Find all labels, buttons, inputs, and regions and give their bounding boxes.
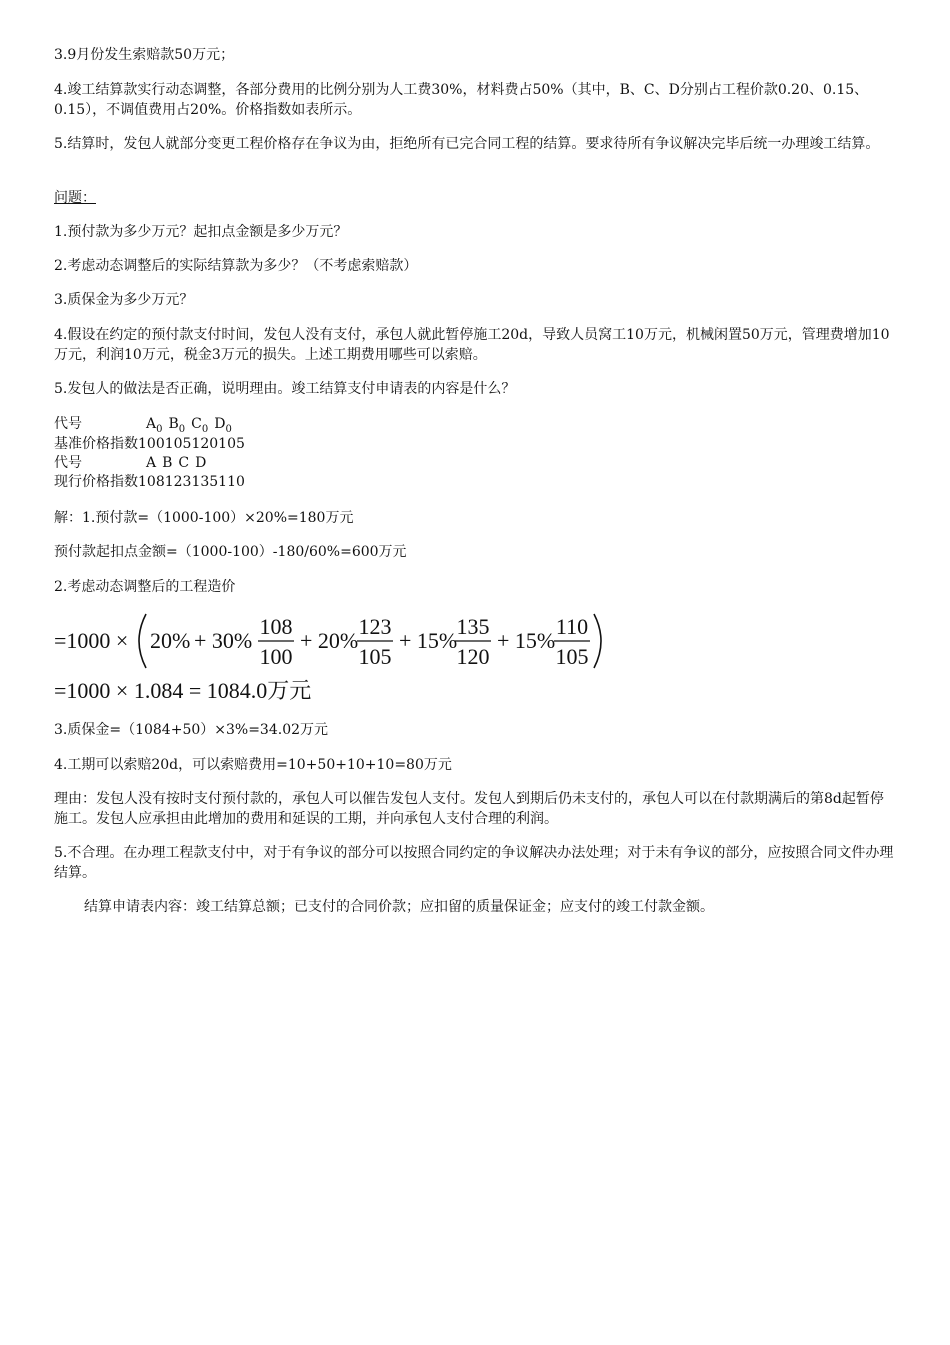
questions-heading: 问题： — [54, 190, 96, 206]
table-cell: $C_0$ — [191, 416, 209, 435]
table-label: 现行价格指数 — [54, 474, 138, 490]
answer-3: 3.质保金=（1084+50）×3%=34.02万元 — [54, 722, 329, 738]
formula-svg — [54, 610, 674, 710]
formula-num-3: 135 — [456, 614, 490, 639]
question-4: 4.假设在约定的预付款支付时间，发包人没有支付，承包人就此暂停施工20d，导致人员窝工10万元，机械闲置50万元，管理费增加10万元，利润10万元，税金3万元的损失。上述工期费用哪些可以索赔。 — [54, 327, 890, 363]
answer-1: 解：1.预付款=（1000-100）×20%=180万元 — [54, 510, 354, 526]
adjustment-formula — [54, 610, 674, 714]
formula-coef-4: + 15% — [497, 628, 556, 653]
question-2: 2.考虑动态调整后的实际结算款为多少？（不考虑索赔款） — [54, 258, 418, 274]
formula-num-2: 123 — [358, 614, 392, 639]
answer-5-form-contents: 结算申请表内容：竣工结算总额；已支付的合同价款；应扣留的质量保证金；应支付的竣工付款金额。 — [84, 899, 714, 915]
table-row-current-index — [54, 473, 245, 492]
table-row-codes-current — [54, 454, 212, 473]
table-cell: B — [162, 455, 173, 471]
table-values: 108123135110 — [138, 474, 245, 490]
table-cell: D — [195, 455, 207, 471]
formula-den-3: 120 — [456, 644, 490, 669]
formula-coef-2: + 20% — [300, 628, 359, 653]
paragraph-claim: 3.9月份发生索赔款50万元； — [54, 47, 235, 63]
paragraph-dynamic-adjustment: 4.竣工结算款实行动态调整，各部分费用的比例分别为人工费30%，材料费占50%（其中，B、C、D分别占工程价款0.20、0.15、0.15），不调值费用占20%。价格指数如表所示。 — [54, 82, 869, 118]
table-cell: $A_0$ — [146, 416, 163, 435]
right-paren — [594, 614, 601, 668]
formula-den-4: 105 — [555, 644, 589, 669]
formula-coef-1: + 30% — [194, 628, 253, 653]
table-row-base-index — [54, 435, 245, 454]
question-5: 5.发包人的做法是否正确，说明理由。竣工结算支付申请表的内容是什么？ — [54, 381, 516, 397]
left-paren — [139, 614, 146, 668]
answer-4-reason: 理由：发包人没有按时支付预付款的，承包人可以催告发包人支付。发包人到期后仍未支付的，承包人可以在付款期满后的第8d起暂停施工。发包人应承担由此增加的费用和延误的工期，并向承包人支付合理的利润。 — [54, 791, 884, 827]
table-values: 100105120105 — [138, 436, 245, 452]
question-1: 1.预付款为多少万元？起扣点金额是多少万元？ — [54, 224, 348, 240]
paragraph-settlement-dispute: 5.结算时，发包人就部分变更工程价格存在争议为由，拒绝所有已完合同工程的结算。要求待所有争议解决完毕后统一办理竣工结算。 — [54, 136, 880, 152]
table-label: 基准价格指数 — [54, 436, 138, 452]
table-label: 代号 — [54, 416, 82, 432]
formula-den-2: 105 — [358, 644, 392, 669]
formula-coef-3: + 15% — [399, 628, 458, 653]
formula-num-1: 108 — [259, 614, 293, 639]
formula-num-4: 110 — [555, 614, 589, 639]
table-cell: A — [146, 455, 157, 471]
table-cell: C — [178, 455, 190, 471]
formula-lead: =1000 × — [54, 628, 129, 653]
answer-1-deduction: 预付款起扣点金额=（1000-100）-180/60%=600万元 — [54, 544, 407, 560]
answer-2-intro: 2.考虑动态调整后的工程造价 — [54, 579, 236, 595]
question-3: 3.质保金为多少万元？ — [54, 292, 194, 308]
answer-4: 4.工期可以索赔20d，可以索赔费用=10+50+10+10=80万元 — [54, 757, 452, 773]
formula-den-1: 100 — [259, 644, 293, 669]
table-cell: $B_0$ — [168, 416, 186, 435]
formula-term-0: 20% — [150, 628, 191, 653]
answer-5: 5.不合理。在办理工程款支付中，对于有争议的部分可以按照合同约定的争议解决办法处理；对于未有争议的部分，应按照合同文件办理结算。 — [54, 845, 894, 881]
table-label: 代号 — [54, 455, 82, 471]
table-cell: $D_0$ — [214, 416, 232, 435]
formula-result: =1000 × 1.084 = 1084.0万元 — [54, 678, 312, 703]
